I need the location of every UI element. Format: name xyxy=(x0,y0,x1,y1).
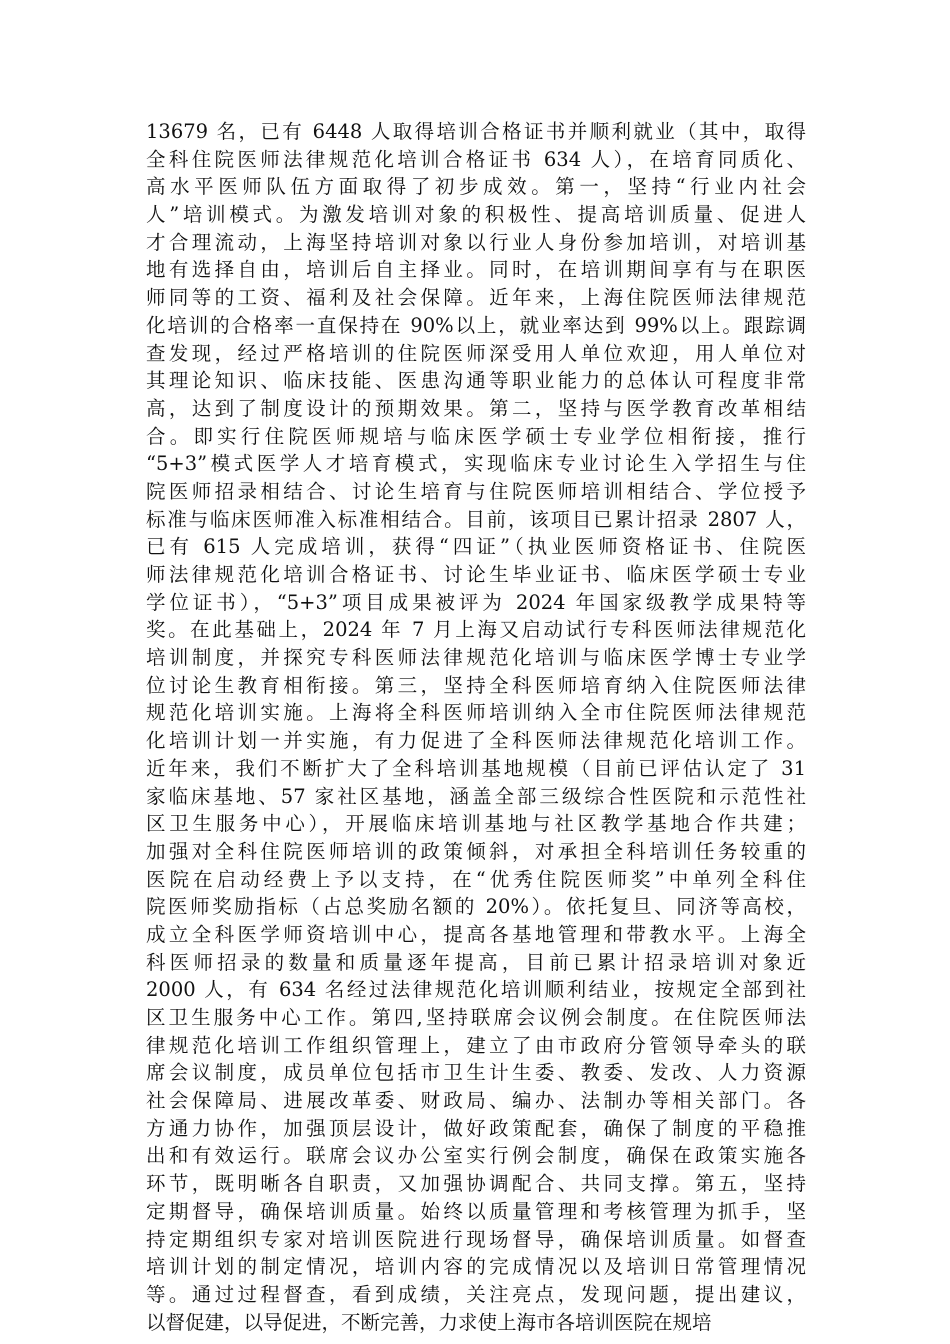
text-line: 高水平医师队伍方面取得了初步成效。第一，坚持“行业内社会 xyxy=(146,175,806,199)
text-line: 培训计划的制定情况，培训内容的完成情况以及培训日常管理情况 xyxy=(146,1255,806,1279)
text-line: 师同等的工资、福利及社会保障。近年来，上海住院医师法律规范 xyxy=(146,286,806,310)
text-line: 奖。在此基础上，2024 年 7 月上海又启动试行专科医师法律规范化 xyxy=(146,618,806,642)
text-line: 标准与临床医师准入标准相结合。目前，该项目已累计招录 2807 人， xyxy=(146,507,806,531)
text-line: 等。通过过程督查，看到成绩，关注亮点，发现问题，提出建议， xyxy=(146,1282,806,1306)
text-line: 近年来，我们不断扩大了全科培训基地规模（目前已评估认定了 31 xyxy=(146,756,806,780)
text-line: “5+3”模式医学人才培育模式，实现临床专业讨论生入学招生与住 xyxy=(146,452,806,476)
text-line: 高，达到了制度设计的预期效果。第二，坚持与医学教育改革相结 xyxy=(146,396,806,420)
text-line: 查发现，经过严格培训的住院医师深受用人单位欢迎，用人单位对 xyxy=(146,341,806,365)
text-line: 环节，既明晰各自职责，又加强协调配合、共同支撑。第五，坚持 xyxy=(146,1172,806,1196)
text-line: 社会保障局、进展改革委、财政局、编办、法制办等相关部门。各 xyxy=(146,1089,806,1113)
text-line: 律规范化培训工作组织管理上，建立了由市政府分管领导牵头的联 xyxy=(146,1033,806,1057)
text-line: 以督促建，以导促进，不断完善，力求使上海市各培训医院在规培 xyxy=(146,1310,712,1334)
text-line: 师法律规范化培训合格证书、讨论生毕业证书、临床医学硕士专业 xyxy=(146,563,806,586)
text-line: 已有 615 人完成培训，获得“四证”（执业医师资格证书、住院医 xyxy=(146,535,806,559)
text-line: 才合理流动，上海坚持培训对象以行业人身份参加培训，对培训基 xyxy=(146,230,806,254)
text-line: 家临床基地、57 家社区基地，涵盖全部三级综合性医院和示范性社 xyxy=(146,784,806,808)
text-line: 全科住院医师法律规范化培训合格证书 634 人），在培育同质化、 xyxy=(146,147,806,171)
text-line: 位讨论生教育相衔接。第三，坚持全科医师培育纳入住院医师法律 xyxy=(146,673,806,697)
text-line: 其理论知识、临床技能、医患沟通等职业能力的总体认可程度非常 xyxy=(146,369,806,393)
text-line: 医院在启动经费上予以支持，在“优秀住院医师奖”中单列全科住 xyxy=(146,867,806,891)
text-line: 13679 名，已有 6448 人取得培训合格证书并顺利就业（其中，取得 xyxy=(146,120,806,143)
document-body xyxy=(146,118,806,1336)
text-line: 科医师招录的数量和质量逐年提高，目前已累计招录培训对象近 xyxy=(146,950,806,974)
text-line: 院医师奖励指标（占总奖励名额的 20%）。依托复旦、同济等高校， xyxy=(146,895,806,919)
text-line: 加强对全科住院医师培训的政策倾斜，对承担全科培训任务较重的 xyxy=(146,839,806,863)
text-line: 方通力协作，加强顶层设计，做好政策配套，确保了制度的平稳推 xyxy=(146,1116,806,1140)
text-line: 出和有效运行。联席会议办公室实行例会制度，确保在政策实施各 xyxy=(146,1144,806,1168)
text-line: 地有选择自由，培训后自主择业。同时，在培训期间享有与在职医 xyxy=(146,258,806,282)
text-line: 2000 人，有 634 名经过法律规范化培训顺利结业，按规定全部到社 xyxy=(146,978,806,1002)
text-line: 规范化培训实施。上海将全科医师培训纳入全市住院医师法律规范 xyxy=(146,701,806,725)
text-line: 区卫生服务中心），开展临床培训基地与社区教学基地合作共建； xyxy=(146,812,806,836)
text-line: 持定期组织专家对培训医院进行现场督导，确保培训质量。如督查 xyxy=(146,1227,806,1251)
text-line: 院医师招录相结合、讨论生培育与住院医师培训相结合、学位授予 xyxy=(146,479,806,503)
text-line: 化培训的合格率一直保持在 90%以上，就业率达到 99%以上。跟踪调 xyxy=(146,313,806,337)
text-line: 人”培训模式。为激发培训对象的积极性、提高培训质量、促进人 xyxy=(146,203,806,227)
text-line: 学位证书），“5+3”项目成果被评为 2024 年国家级教学成果特等 xyxy=(146,590,806,614)
text-line: 化培训计划一并实施，有力促进了全科医师法律规范化培训工作。 xyxy=(146,729,806,753)
text-line: 合。即实行住院医师规培与临床医学硕士专业学位相衔接，推行 xyxy=(146,424,806,448)
text-line: 区卫生服务中心工作。第四,坚持联席会议例会制度。在住院医师法 xyxy=(146,1006,806,1029)
text-line: 培训制度，并探究专科医师法律规范化培训与临床医学博士专业学 xyxy=(146,646,806,670)
text-line: 成立全科医学师资培训中心，提高各基地管理和带教水平。上海全 xyxy=(146,922,806,946)
text-line: 席会议制度，成员单位包括市卫生计生委、教委、发改、人力资源 xyxy=(146,1061,806,1085)
text-line: 定期督导，确保培训质量。始终以质量管理和考核管理为抓手，坚 xyxy=(146,1199,806,1223)
